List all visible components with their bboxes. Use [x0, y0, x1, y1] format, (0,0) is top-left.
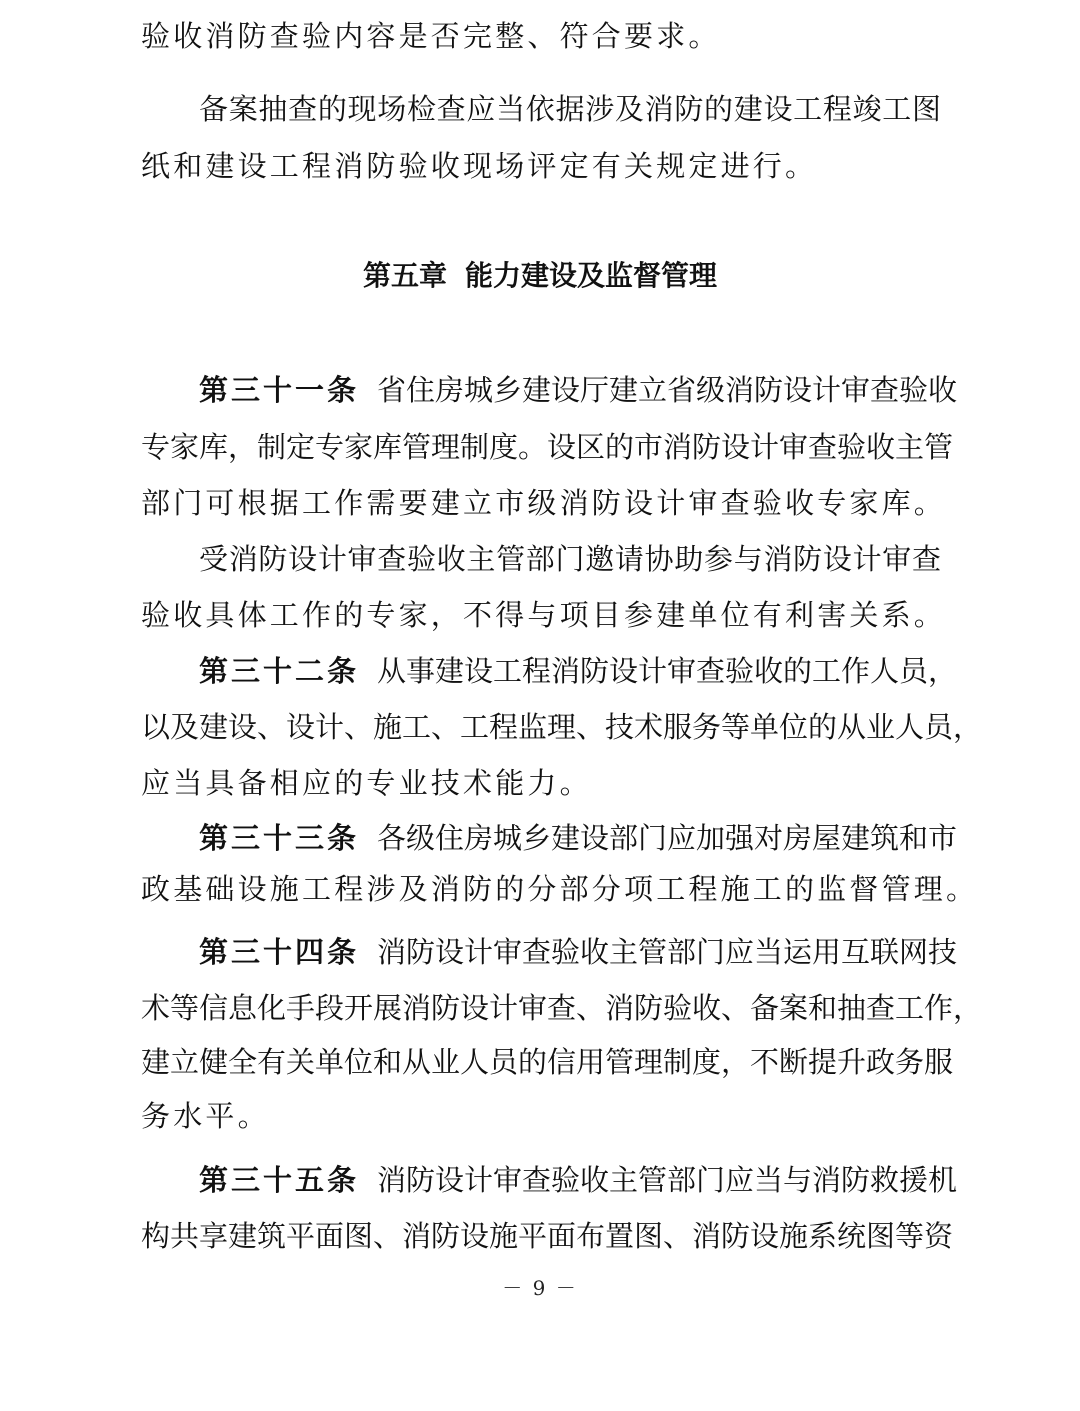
- article-line: 受消防设计审查验收主管部门邀请协助参与消防设计审查: [199, 542, 941, 576]
- article-line: 术等信息化手段开展消防设计审查、消防验收、备案和抽查工作，: [141, 991, 983, 1025]
- article-line: [199, 651, 958, 691]
- article-line: [199, 1160, 958, 1200]
- chapter-number: 第五章: [362, 259, 447, 292]
- body-text-line: 备案抽查的现场检查应当依据涉及消防的建设工程竣工图: [199, 92, 941, 126]
- article-text: 消防设计审查验收主管部门应当运用互联网技: [377, 935, 958, 969]
- article-line: 以及建设、设计、施工、工程监理、技术服务等单位的从业人员，: [141, 710, 983, 744]
- article-line: 专家库，制定专家库管理制度。设区的市消防设计审查验收主管: [141, 430, 954, 464]
- article-text: 省住房城乡建设厅建立省级消防设计审查验收: [377, 373, 958, 407]
- article-label: 第三十一条: [199, 373, 360, 407]
- body-text-line: 纸和建设工程消防验收现场评定有关规定进行。: [141, 149, 818, 183]
- article-line: 验收具体工作的专家，不得与项目参建单位有利害关系。: [141, 598, 947, 632]
- article-line: 构共享建筑平面图、消防设施平面布置图、消防设施系统图等资: [141, 1219, 954, 1253]
- article-line: 建立健全有关单位和从业人员的信用管理制度，不断提升政务服: [141, 1045, 954, 1079]
- article-label: 第三十三条: [199, 821, 360, 855]
- article-text: 消防设计审查验收主管部门应当与消防救援机: [377, 1163, 958, 1197]
- article-line: 政基础设施工程涉及消防的分部分项工程施工的监督管理。: [141, 872, 979, 906]
- article-line: 部门可根据工作需要建立市级消防设计审查验收专家库。: [141, 486, 947, 520]
- body-text-line: 验收消防查验内容是否完整、符合要求。: [141, 19, 721, 53]
- article-label: 第三十四条: [199, 935, 360, 969]
- article-line: [199, 932, 958, 972]
- page-number: － 9 －: [502, 1276, 578, 1300]
- article-line: [199, 370, 958, 410]
- article-label: 第三十二条: [199, 654, 360, 688]
- article-line: 务水平。: [141, 1099, 270, 1133]
- article-label: 第三十五条: [199, 1163, 360, 1197]
- chapter-title: 能力建设及监督管理: [465, 259, 718, 292]
- chapter-heading: [0, 256, 1080, 296]
- article-line: 应当具备相应的专业技术能力。: [141, 766, 592, 800]
- article-line: [199, 818, 958, 858]
- article-text: 从事建设工程消防设计审查验收的工作人员，: [377, 654, 958, 688]
- article-text: 各级住房城乡建设部门应加强对房屋建筑和市: [377, 821, 958, 855]
